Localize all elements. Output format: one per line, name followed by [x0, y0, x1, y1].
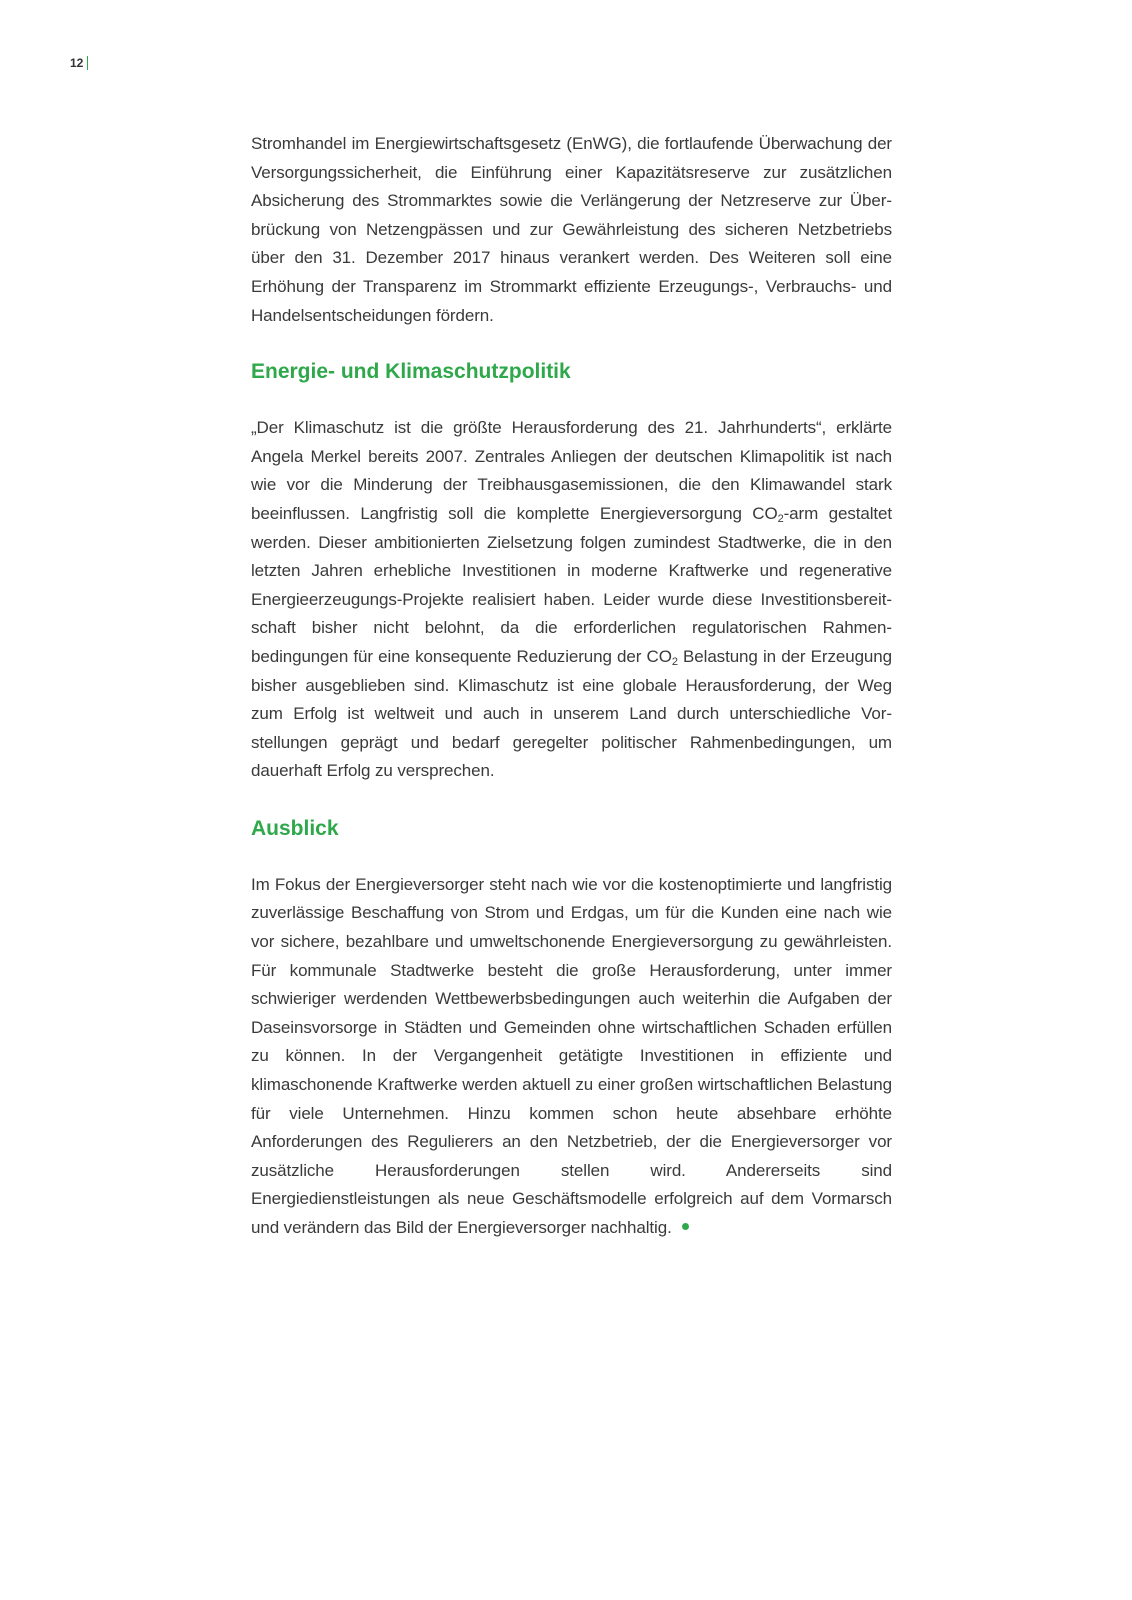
- co2-subscript: 2: [671, 655, 678, 668]
- klima-text-2: -arm gestaltet werden. Dieser ambitionierten Zielsetzung folgen zumindest Stadtwerke, die in den letzten Jahren erhebliche Investitionen in moderne Kraftwerke und regenerative Energieerzeugungs-Projekte realisiert haben. Leider wurde diese Investitionsbereitschaft bisher nicht belohnt, da die erforderlichen regulatorischen Rahmenbedingungen für eine konsequente Reduzierung der CO: [251, 503, 892, 666]
- ausblick-text: Im Fokus der Energieversorger steht nach wie vor die kostenoptimierte und langfristig zuverlässige Beschaffung von Strom und Erdgas, um für die Kunden eine nach wie vor sichere, bezahlbare und umweltschonende Energieversorgung zu gewährleisten. Für kommunale Stadtwerke besteht die große Herausforderung, unter immer schwieriger werdenden Wettbewerbsbedingungen auch weiterhin die Aufgaben der Daseinsvorsorge in Städten und Gemeinden ohne wirtschaftlichen Schaden erfüllen zu können. In der Vergangenheit getätigte Investitionen in effiziente und klimaschonende Kraftwerke werden aktuell zu einer großen wirtschaftlichen Belastung für viele Unternehmen. Hinzu kommen schon heute absehbare erhöhte Anforderungen des Regulierers an den Netzbetrieb, der die Energieversorger vor zusätzliche Herausforderungen stellen wird. Andererseits sind Energiedienstleistungen als neue Geschäftsmodelle erfolgreich auf dem Vormarsch und verändern das Bild der Energieversorger nachhaltig.: [251, 874, 892, 1237]
- main-content: [251, 130, 892, 1243]
- co2-subscript: 2: [777, 512, 784, 525]
- page-number: 12: [70, 56, 88, 70]
- klima-text-3: Belastung in der Erzeugung bisher ausgeblieben sind. Klimaschutz ist eine globale Herausforderung, der Weg zum Erfolg ist weltweit und auch in unserem Land durch unterschiedliche Vorstellungen geprägt und bedarf geregelter politischer Rahmenbedingungen, um dauerhaft Erfolg zu versprechen.: [251, 646, 892, 781]
- intro-paragraph: Stromhandel im Energiewirtschaftsgesetz (EnWG), die fortlaufende Überwachung der Versorgungssicherheit, die Einführung einer Kapazitätsreserve zur zusätzlichen Absicherung des Strommarktes sowie die Verlängerung der Netzreserve zur Überbrückung von Netzengpässen und zur Gewährleistung des sicheren Netzbetriebs über den 31. Dezember 2017 hinaus verankert werden. Des Weiteren soll eine Erhöhung der Transparenz im Strommarkt effiziente Erzeugungs-, Verbrauchs- und Handelsentscheidungen fördern.: [251, 134, 892, 325]
- klima-text-1: „Der Klimaschutz ist die größte Herausforderung des 21. Jahrhunderts“, erklärte Angela Merkel bereits 2007. Zentrales Anliegen der deutschen Klimapolitik ist nach wie vor die Minderung der Treibhausgasemissionen, die den Klimawandel stark beeinflussen. Langfristig soll die komplette Energieversorgung CO: [251, 418, 892, 523]
- end-bullet-icon: [682, 1223, 689, 1230]
- heading-ausblick: Ausblick: [251, 816, 339, 840]
- klima-paragraph: [251, 414, 892, 786]
- ausblick-paragraph: [251, 871, 892, 1243]
- heading-klimaschutzpolitik: Energie- und Klimaschutzpolitik: [251, 360, 571, 384]
